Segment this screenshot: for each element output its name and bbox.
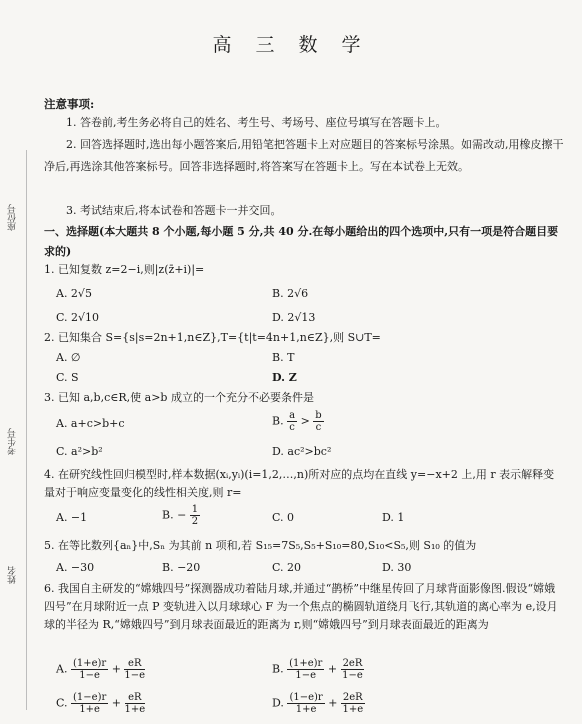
q2-option-a: A. ∅ xyxy=(56,351,81,364)
q2-option-b: B. T xyxy=(272,351,295,364)
question-3: 3. 已知 a,b,c∈R,使 a>b 成立的一个充分不必要条件是 xyxy=(44,391,314,404)
notice-item-3: 3. 考试结束后,将本试卷和答题卡一并交回。 xyxy=(66,204,282,217)
fraction: $\frac{2eR}{1+e}$ xyxy=(342,692,364,715)
question-1: 1. 已知复数 z=2−i,则|z(z̄+i)|= xyxy=(44,263,205,276)
fraction: $\frac{(1+e)r}{1-e}$ xyxy=(72,658,107,681)
fraction: $\frac{(1-e)r}{1+e}$ xyxy=(289,692,323,715)
question-2: 2. 已知集合 S={s|s=2n+1,n∈Z},T={t|t=4n+1,n∈Z},则 S∪T= xyxy=(44,331,381,344)
question-4: 4. 在研究线性回归模型时,样本数据(xᵢ,yᵢ)(i=1,2,…,n)所对应的点均在直线 y=−x+2 上,用 r 表示解释变量对于响应变量变化的线性相关度,则 r= xyxy=(44,468,555,499)
notice-item-1: 1. 答卷前,考生务必将自己的姓名、考生号、考场号、座位号填写在答题卡上。 xyxy=(66,116,447,129)
q6-option-b: B. $\frac{(1+e)r}{1-e}$ + $\frac{2eR}{1-e}$ xyxy=(272,658,363,681)
notice-heading: 注意事项: xyxy=(44,97,95,111)
q2-option-d: D. Z xyxy=(272,371,297,384)
q5-option-a: A. −30 xyxy=(56,561,95,574)
q1-option-c: C. 2√10 xyxy=(56,311,100,324)
fraction: $\frac{eR}{1-e}$ xyxy=(124,658,146,681)
notice-item-2: 2. 回答选择题时,选出每小题答案后,用铅笔把答题卡上对应题目的答案标号涂黑。如需改动,用橡皮擦干净后,再选涂其他答案标号。回答非选择题时,将答案写在答题卡上。写在本试卷上无效。 xyxy=(44,138,564,173)
q5-option-c: C. 20 xyxy=(272,561,302,574)
q6-option-d: D. $\frac{(1-e)r}{1+e}$ + $\frac{2eR}{1+e}$ xyxy=(272,692,364,715)
side-label-seat: 座位号 xyxy=(8,204,18,232)
q3-option-b: B. $\frac{a}{c}$ > $\frac{b}{c}$ xyxy=(272,410,322,433)
q3-option-b-label: B. xyxy=(272,414,284,428)
q6-option-a-label: A. xyxy=(56,662,68,676)
fraction: $\frac{b}{c}$ xyxy=(315,410,322,433)
fraction: $\frac{1}{2}$ xyxy=(191,504,199,527)
q6-option-c: C. $\frac{(1-e)r}{1+e}$ + $\frac{eR}{1+e}$ xyxy=(56,692,146,715)
q6-option-d-label: D. xyxy=(272,696,284,710)
section-heading: 一、选择题(本大题共 8 个小题,每小题 5 分,共 40 分.在每小题给出的四个选项中,只有一项是符合题目要求的) xyxy=(44,225,559,258)
fraction: $\frac{(1+e)r}{1-e}$ xyxy=(289,658,323,681)
q1-option-b: B. 2√6 xyxy=(272,287,309,300)
q4-option-b-label: B. − xyxy=(162,508,187,522)
fraction: $\frac{a}{c}$ xyxy=(289,410,296,433)
fraction: $\frac{(1-e)r}{1+e}$ xyxy=(73,692,107,715)
page-title: 高 三 数 学 xyxy=(212,34,370,56)
q6-option-b-label: B. xyxy=(272,662,284,676)
fraction: $\frac{2eR}{1-e}$ xyxy=(342,658,363,681)
q1-option-d: D. 2√13 xyxy=(272,311,316,324)
question-6: 6. 我国自主研发的“嫦娥四号”探测器成功着陆月球,并通过“鹊桥”中继星传回了月球背面影像图.假设“嫦娥四号”在月球附近一点 P 变轨进入以月球球心 F 为一个焦点的椭圆轨道绕月飞行,其轨道的离心率为 e,设月球的半径为 R,“嫦娥四号”到月球表面最近的距离为 r,则“嫦娥四号”到月球表面最近的距离为 xyxy=(44,582,558,631)
q2-option-c: C. S xyxy=(56,371,79,384)
q6-option-a: A. $\frac{(1+e)r}{1-e}$ + $\frac{eR}{1-e}$ xyxy=(56,658,146,681)
q4-option-d: D. 1 xyxy=(382,511,405,524)
q5-option-b: B. −20 xyxy=(162,561,201,574)
q4-option-b xyxy=(162,504,200,527)
q3-option-a: A. a+c>b+c xyxy=(56,417,125,430)
q3-option-d: D. ac²>bc² xyxy=(272,445,332,458)
q1-option-a: A. 2√5 xyxy=(56,287,92,300)
side-label-name: 姓名 xyxy=(8,566,18,584)
q3-option-c: C. a²>b² xyxy=(56,445,103,458)
side-label-exam-no: 考生号 xyxy=(8,428,18,456)
question-5: 5. 在等比数列{aₙ}中,Sₙ 为其前 n 项和,若 S₁₅=7S₅,S₅+S₁₀=80,S₁₀<S₅,则 S₁₀ 的值为 xyxy=(44,539,477,552)
fraction: $\frac{eR}{1+e}$ xyxy=(124,692,146,715)
q5-option-d: D. 30 xyxy=(382,561,412,574)
q4-option-c: C. 0 xyxy=(272,511,295,524)
q6-option-c-label: C. xyxy=(56,696,68,710)
q4-option-a: A. −1 xyxy=(56,511,88,524)
